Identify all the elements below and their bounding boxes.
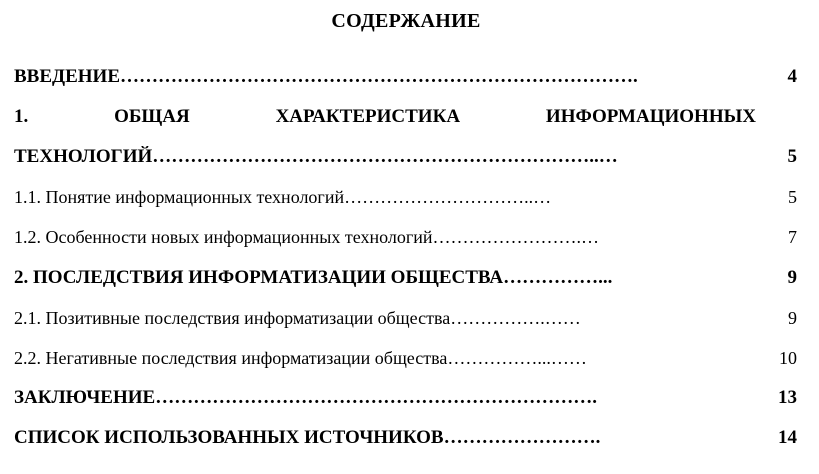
toc-page-number: 9 [788,308,797,328]
toc-word: 1. [14,106,29,127]
toc-entry-section-2-1: 2.1. Позитивные последствия информатизации общества…………….…… [14,308,581,328]
toc-page-number: 9 [787,267,797,288]
toc-page-number: 14 [778,427,797,448]
toc-entry-introduction: ВВЕДЕНИЕ………………………………………………………………………. [14,66,638,87]
toc-entry-section-1-2: 1.2. Особенности новых информационных технологий…………………….… [14,227,600,247]
toc-page-number: 7 [788,227,797,247]
toc-entry-section-1-1: 1.1. Понятие информационных технологий…………………………..… [14,187,552,207]
toc-title: СОДЕРЖАНИЕ [331,10,481,32]
toc-word: ИНФОРМАЦИОННЫХ [545,106,756,127]
toc-entry-chapter1-line2: ТЕХНОЛОГИЙ……………………………………………………………..… [14,146,618,167]
toc-entry-chapter2: 2. ПОСЛЕДСТВИЯ ИНФОРМАТИЗАЦИИ ОБЩЕСТВА……………... [14,267,613,288]
toc-entry-chapter1-line1 [14,106,756,128]
toc-entry-references: СПИСОК ИСПОЛЬЗОВАННЫХ ИСТОЧНИКОВ……………………. [14,427,601,448]
toc-word: ХАРАКТЕРИСТИКА [275,106,461,127]
toc-entry-section-2-2: 2.2. Негативные последствия информатизации общества……………...…… [14,348,587,368]
toc-page-number: 4 [787,66,797,87]
toc-page-number: 10 [779,348,797,368]
toc-page-number: 13 [778,387,797,408]
toc-page-number: 5 [787,146,797,167]
toc-word: ОБЩАЯ [114,106,190,127]
toc-entry-conclusion: ЗАКЛЮЧЕНИЕ……………………………………………………………. [14,387,597,408]
toc-page-number: 5 [788,187,797,207]
